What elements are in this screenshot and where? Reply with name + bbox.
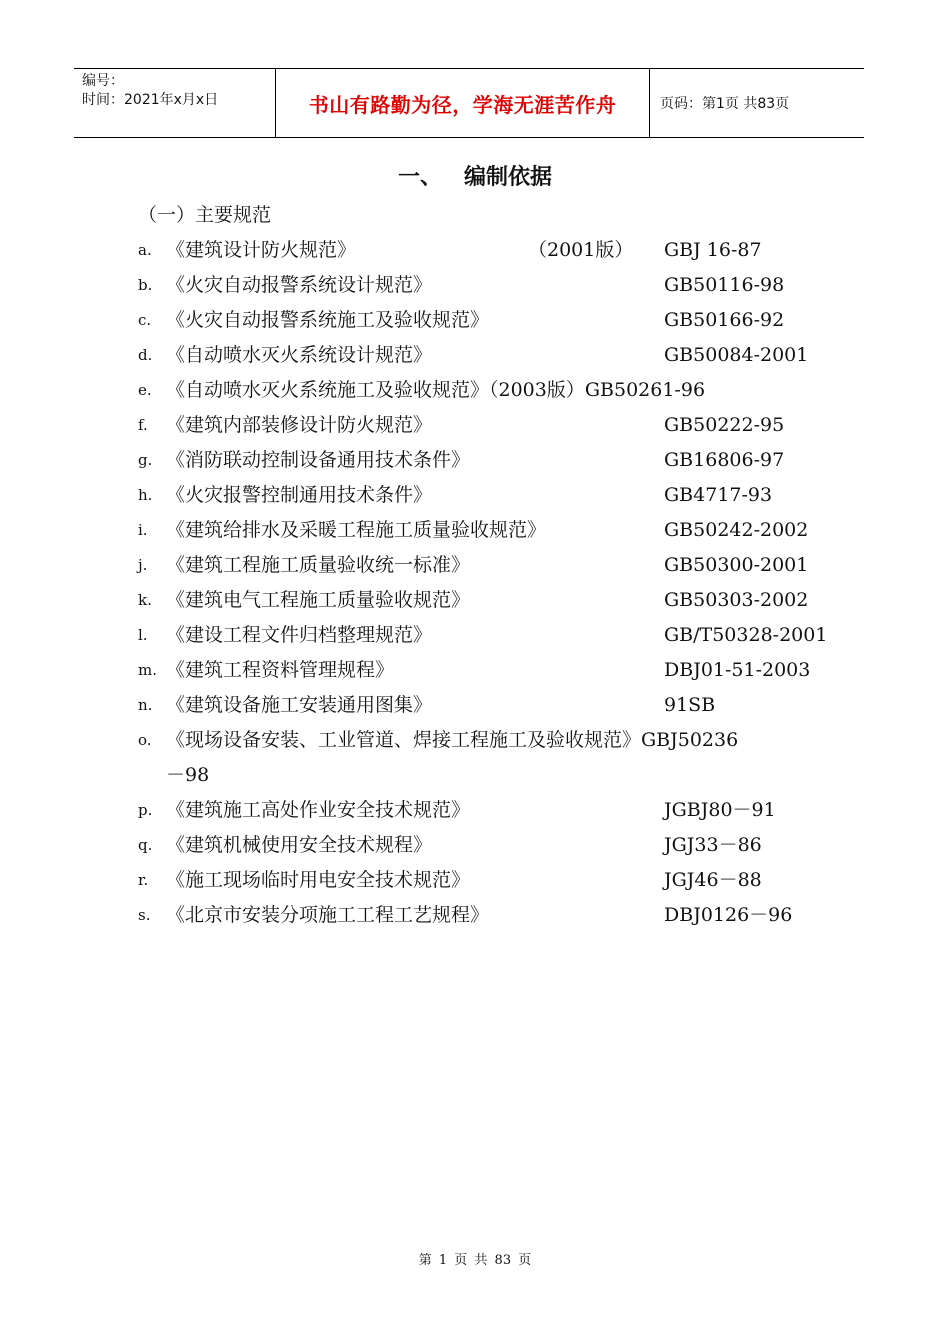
number-label: 编号： [82, 73, 124, 89]
item-code: GB50084-2001 [664, 344, 809, 366]
item-name: 《火灾自动报警系统设计规范》 [166, 274, 433, 296]
item-letter: p. [138, 801, 153, 819]
list-item [138, 863, 838, 898]
item-letter: s. [138, 906, 151, 924]
item-name: 《自动喷水灭火系统设计规范》 [166, 344, 433, 366]
item-code: 91SB [664, 694, 716, 716]
item-letter: g. [138, 451, 153, 469]
time-label: 时间：2021年x月x日 [82, 92, 219, 108]
item-name: 《建筑内部装修设计防火规范》 [166, 414, 433, 436]
item-letter: h. [138, 486, 153, 504]
item-name: 《火灾自动报警系统施工及验收规范》 [166, 309, 490, 331]
item-letter: k. [138, 591, 152, 609]
list-item [138, 513, 838, 548]
item-letter: b. [138, 276, 153, 294]
item-code: GB50303-2002 [664, 589, 809, 611]
item-code: GB50116-98 [664, 274, 785, 296]
item-name: 《建筑给排水及采暖工程施工质量验收规范》 [166, 519, 547, 541]
item-code: GBJ 16-87 [664, 239, 762, 261]
item-code: DBJ0126－96 [664, 904, 793, 926]
list-item [138, 408, 838, 443]
item-name: 《建筑设备施工安装通用图集》 [166, 694, 433, 716]
list-item [138, 338, 838, 373]
item-code: GB50242-2002 [664, 519, 809, 541]
page-header [74, 68, 864, 138]
item-code: GB/T50328-2001 [664, 624, 828, 646]
list-item [138, 478, 838, 513]
item-name: 《消防联动控制设备通用技术条件》 [166, 449, 471, 471]
item-code: GB4717-93 [664, 484, 773, 506]
item-name: 《现场设备安装、工业管道、焊接工程施工及验收规范》GBJ50236 [166, 729, 739, 751]
section-title [0, 160, 950, 191]
item-name: 《建筑工程施工质量验收统一标准》 [166, 554, 471, 576]
list-item [138, 828, 838, 863]
item-name: 《建筑施工高处作业安全技术规范》 [166, 799, 471, 821]
list-item [138, 233, 838, 268]
list-item [138, 548, 838, 583]
item-code: GB50300-2001 [664, 554, 809, 576]
item-code: JGJ33－86 [664, 834, 762, 856]
header-meta [74, 69, 276, 137]
header-motto: 书山有路勤为径，学海无涯苦作舟 [276, 69, 650, 137]
item-letter: i. [138, 521, 148, 539]
list-item [138, 898, 838, 933]
item-letter: d. [138, 346, 153, 364]
item-letter: n. [138, 696, 153, 714]
item-letter: a. [138, 241, 152, 259]
subheading: （一）主要规范 [138, 204, 272, 226]
page-footer: 第 1 页 共 83 页 [418, 1253, 532, 1268]
item-code: JGBJ80－91 [664, 799, 776, 821]
item-letter: m. [138, 661, 157, 679]
section-title-text: 编制依据 [464, 165, 553, 190]
item-letter: e. [138, 381, 152, 399]
list-item [138, 723, 838, 793]
item-letter: r. [138, 871, 149, 889]
item-name: 《建筑电气工程施工质量验收规范》 [166, 589, 471, 611]
item-name: 《北京市安装分项施工工程工艺规程》 [166, 904, 490, 926]
item-letter: f. [138, 416, 148, 434]
item-name: 《火灾报警控制通用技术条件》 [166, 484, 433, 506]
item-code: GB50222-95 [664, 414, 785, 436]
section-number: 一、 [397, 165, 442, 190]
list-item [138, 653, 838, 688]
item-code: DBJ01-51-2003 [664, 659, 811, 681]
item-code: GB16806-97 [664, 449, 785, 471]
list-item [138, 443, 838, 478]
standards-list [138, 233, 838, 933]
item-name: 《施工现场临时用电安全技术规范》 [166, 869, 471, 891]
list-item [138, 793, 838, 828]
item-code: JGJ46－88 [664, 869, 762, 891]
item-letter: j. [138, 556, 148, 574]
header-page-code: 页码：第1页 共83页 [660, 96, 790, 112]
list-item [138, 688, 838, 723]
item-name: 《建设工程文件归档整理规范》 [166, 624, 433, 646]
item-edition: （2001版） [528, 239, 634, 261]
item-name: 《建筑工程资料管理规程》 [166, 659, 395, 681]
item-letter: l. [138, 626, 148, 644]
list-item [138, 583, 838, 618]
list-item [138, 268, 838, 303]
item-letter: o. [138, 731, 152, 749]
item-continuation: －98 [166, 764, 210, 786]
item-name: 《建筑机械使用安全技术规程》 [166, 834, 433, 856]
list-item [138, 303, 838, 338]
list-item [138, 618, 838, 653]
item-name: 《自动喷水灭火系统施工及验收规范》（2003版）GB50261-96 [166, 379, 706, 401]
item-letter: q. [138, 836, 153, 854]
item-letter: c. [138, 311, 152, 329]
item-code: GB50166-92 [664, 309, 785, 331]
item-name: 《建筑设计防火规范》 [166, 239, 357, 261]
list-item [138, 373, 838, 408]
